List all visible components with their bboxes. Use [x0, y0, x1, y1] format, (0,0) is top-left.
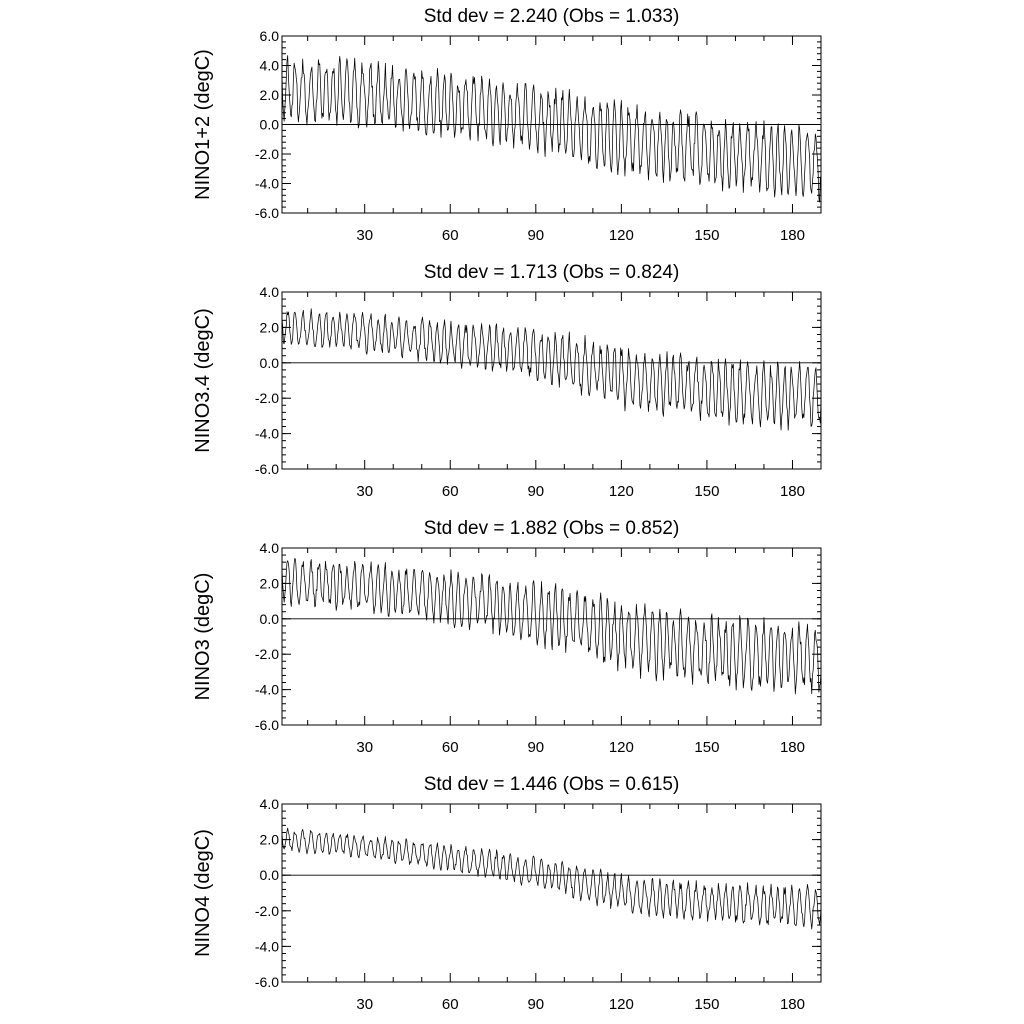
x-tick-label: 60 — [441, 483, 459, 500]
y-axis-label: NINO1+2 (degC) — [192, 49, 214, 200]
series-line — [282, 56, 821, 203]
x-tick-label: 180 — [779, 996, 805, 1013]
panel-title: Std dev = 1.446 (Obs = 0.615) — [423, 774, 680, 795]
x-tick-label: 90 — [527, 739, 545, 756]
series-line — [282, 309, 821, 430]
x-tick-label: 120 — [608, 996, 634, 1013]
x-tick-label: 30 — [356, 739, 374, 756]
y-tick-label: 2.0 — [259, 87, 279, 103]
x-tick-label: 120 — [608, 739, 634, 756]
x-tick-label: 150 — [694, 996, 720, 1013]
panel-title: Std dev = 1.882 (Obs = 0.852) — [423, 518, 680, 539]
x-tick-label: 30 — [356, 483, 374, 500]
y-axis-label: NINO3 (degC) — [192, 572, 214, 701]
y-axis-label: NINO3.4 (degC) — [192, 308, 214, 453]
y-tick-label: -4.0 — [254, 175, 279, 192]
y-tick-label: 0.0 — [259, 867, 279, 884]
y-tick-label: -2.0 — [254, 390, 279, 407]
x-tick-label: 60 — [441, 996, 459, 1013]
y-tick-label: -2.0 — [254, 146, 279, 162]
panel-title: Std dev = 2.240 (Obs = 1.033) — [423, 6, 680, 27]
x-tick-label: 90 — [527, 227, 545, 244]
y-tick-label: -4.0 — [254, 938, 279, 955]
x-tick-label: 120 — [608, 227, 634, 244]
y-tick-label: -4.0 — [254, 425, 279, 442]
y-tick-label: -2.0 — [254, 646, 279, 663]
x-tick-label: 90 — [527, 483, 545, 500]
x-tick-label: 150 — [694, 227, 720, 244]
y-tick-label: -6.0 — [254, 205, 279, 221]
series-line — [282, 558, 821, 694]
y-tick-label: 2.0 — [259, 831, 279, 848]
y-tick-label: -6.0 — [254, 717, 279, 733]
y-tick-label: 4.0 — [259, 540, 279, 556]
x-tick-label: 30 — [356, 227, 374, 244]
panel-1 — [192, 6, 821, 244]
x-tick-label: 180 — [779, 739, 805, 756]
panel-2 — [192, 262, 821, 500]
y-tick-label: 0.0 — [259, 610, 279, 627]
x-tick-label: 60 — [441, 227, 459, 244]
x-tick-label: 150 — [694, 483, 720, 500]
y-tick-label: 2.0 — [259, 575, 279, 592]
x-tick-label: 120 — [608, 483, 634, 500]
x-tick-label: 60 — [441, 739, 459, 756]
series-line — [282, 828, 821, 929]
y-tick-label: 2.0 — [259, 319, 279, 336]
panel-title: Std dev = 1.713 (Obs = 0.824) — [423, 262, 680, 283]
panel-4 — [192, 774, 821, 1013]
y-tick-label: -6.0 — [254, 974, 279, 990]
y-tick-label: 0.0 — [259, 116, 279, 133]
x-tick-label: 90 — [527, 996, 545, 1013]
y-tick-label: -6.0 — [254, 461, 279, 477]
y-axis-label: NINO4 (degC) — [192, 829, 214, 957]
y-tick-label: 4.0 — [259, 284, 279, 300]
panel-3 — [192, 518, 821, 756]
y-tick-label: 6.0 — [259, 28, 279, 44]
x-tick-label: 180 — [779, 483, 805, 500]
y-tick-label: 4.0 — [259, 796, 279, 812]
y-tick-label: -2.0 — [254, 902, 279, 919]
y-tick-label: 0.0 — [259, 354, 279, 371]
plot-frame — [282, 804, 821, 982]
x-tick-label: 180 — [779, 227, 805, 244]
x-tick-label: 30 — [356, 996, 374, 1013]
y-tick-label: -4.0 — [254, 681, 279, 698]
y-tick-label: 4.0 — [259, 57, 279, 74]
x-tick-label: 150 — [694, 739, 720, 756]
